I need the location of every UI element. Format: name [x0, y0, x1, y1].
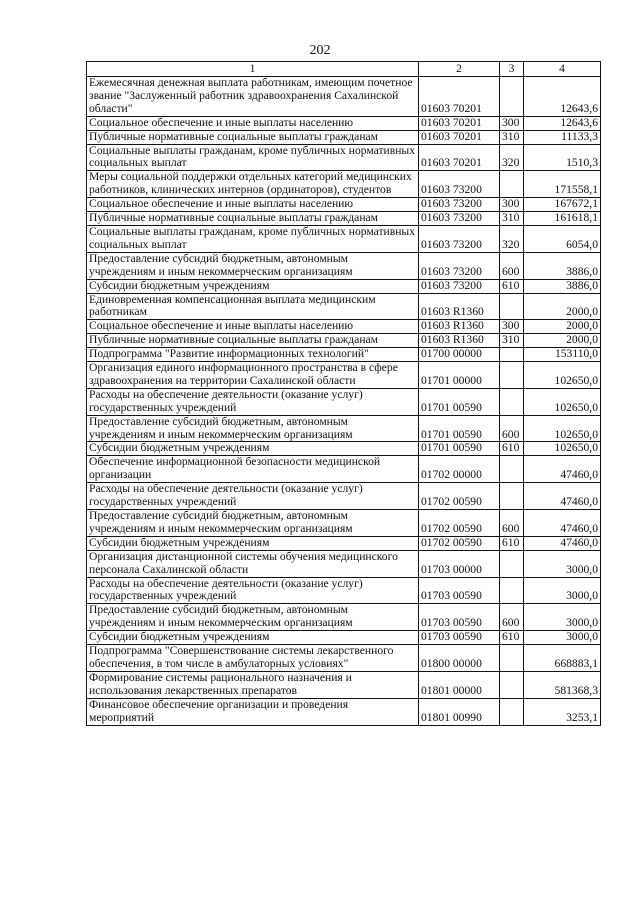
table-row — [87, 116, 601, 130]
row-amount: 102650,0 — [524, 362, 601, 389]
header-col-3: 3 — [500, 62, 524, 77]
row-expense-type — [500, 171, 524, 198]
row-code: 01801 00990 — [419, 698, 500, 725]
row-expense-type: 600 — [500, 510, 524, 537]
table-row — [87, 483, 601, 510]
row-code: 01603 73200 — [419, 171, 500, 198]
row-code: 01701 00590 — [419, 388, 500, 415]
table-row — [87, 320, 601, 334]
table-row — [87, 442, 601, 456]
row-code: 01603 70201 — [419, 77, 500, 117]
row-amount: 2000,0 — [524, 320, 601, 334]
row-name: Финансовое обеспечение организации и проведения мероприятий — [87, 698, 419, 725]
table-row — [87, 348, 601, 362]
header-row — [87, 62, 601, 77]
table-row — [87, 77, 601, 117]
row-name: Ежемесячная денежная выплата работникам, имеющим почетное звание "Заслуженный работник здравоохранения Сахалинской области" — [87, 77, 419, 117]
row-name: Подпрограмма "Развитие информационных технологий" — [87, 348, 419, 362]
row-code: 01800 00000 — [419, 645, 500, 672]
row-name: Социальное обеспечение и иные выплаты населению — [87, 320, 419, 334]
row-code: 01701 00590 — [419, 442, 500, 456]
row-expense-type — [500, 550, 524, 577]
row-expense-type: 600 — [500, 252, 524, 279]
row-expense-type: 610 — [500, 631, 524, 645]
header-col-4: 4 — [524, 62, 601, 77]
header-col-1: 1 — [87, 62, 419, 77]
table-row — [87, 631, 601, 645]
row-code: 01702 00590 — [419, 483, 500, 510]
row-expense-type: 320 — [500, 144, 524, 171]
row-expense-type — [500, 348, 524, 362]
row-name: Субсидии бюджетным учреждениям — [87, 279, 419, 293]
row-amount: 3000,0 — [524, 550, 601, 577]
row-name: Меры социальной поддержки отдельных категорий медицинских работников, клинических интернов (ординаторов), студентов — [87, 171, 419, 198]
row-expense-type: 600 — [500, 415, 524, 442]
row-name: Предоставление субсидий бюджетным, автономным учреждениям и иным некоммерческим организациям — [87, 415, 419, 442]
row-name: Подпрограмма "Совершенствование системы лекарственного обеспечения, в том числе в амбулаторных условиях" — [87, 645, 419, 672]
row-name: Предоставление субсидий бюджетным, автономным учреждениям и иным некоммерческим организациям — [87, 604, 419, 631]
row-code: 01702 00590 — [419, 536, 500, 550]
row-name: Единовременная компенсационная выплата медицинским работникам — [87, 293, 419, 320]
row-expense-type — [500, 645, 524, 672]
row-amount: 1510,3 — [524, 144, 601, 171]
table-body — [87, 77, 601, 726]
row-name: Предоставление субсидий бюджетным, автономным учреждениям и иным некоммерческим организациям — [87, 510, 419, 537]
row-amount: 47460,0 — [524, 483, 601, 510]
row-code: 01703 00000 — [419, 550, 500, 577]
table-row — [87, 550, 601, 577]
row-amount: 3000,0 — [524, 631, 601, 645]
row-name: Расходы на обеспечение деятельности (оказание услуг) государственных учреждений — [87, 483, 419, 510]
table-row — [87, 698, 601, 725]
table-row — [87, 456, 601, 483]
row-expense-type: 310 — [500, 130, 524, 144]
row-name: Субсидии бюджетным учреждениям — [87, 536, 419, 550]
row-code: 01603 73200 — [419, 198, 500, 212]
row-code: 01801 00000 — [419, 671, 500, 698]
row-expense-type: 610 — [500, 442, 524, 456]
row-name: Расходы на обеспечение деятельности (оказание услуг) государственных учреждений — [87, 388, 419, 415]
row-expense-type: 610 — [500, 279, 524, 293]
row-name: Расходы на обеспечение деятельности (оказание услуг) государственных учреждений — [87, 577, 419, 604]
row-name: Социальное обеспечение и иные выплаты населению — [87, 198, 419, 212]
row-amount: 102650,0 — [524, 415, 601, 442]
row-code: 01603 73200 — [419, 279, 500, 293]
table-row — [87, 334, 601, 348]
row-expense-type: 320 — [500, 225, 524, 252]
table-row — [87, 198, 601, 212]
row-expense-type: 300 — [500, 116, 524, 130]
row-expense-type — [500, 456, 524, 483]
row-expense-type — [500, 77, 524, 117]
row-code: 01700 00000 — [419, 348, 500, 362]
row-name: Социальные выплаты гражданам, кроме публичных нормативных социальных выплат — [87, 225, 419, 252]
row-name: Формирование системы рационального назначения и использования лекарственных препаратов — [87, 671, 419, 698]
row-amount: 581368,3 — [524, 671, 601, 698]
row-name: Субсидии бюджетным учреждениям — [87, 442, 419, 456]
budget-table — [86, 61, 601, 726]
row-expense-type: 310 — [500, 212, 524, 226]
row-amount: 102650,0 — [524, 442, 601, 456]
table-row — [87, 577, 601, 604]
row-amount: 47460,0 — [524, 536, 601, 550]
row-expense-type — [500, 671, 524, 698]
table-row — [87, 388, 601, 415]
row-expense-type — [500, 388, 524, 415]
row-code: 01703 00590 — [419, 604, 500, 631]
row-expense-type: 300 — [500, 198, 524, 212]
table-row — [87, 293, 601, 320]
row-amount: 12643,6 — [524, 116, 601, 130]
row-amount: 2000,0 — [524, 293, 601, 320]
table-row — [87, 252, 601, 279]
table-row — [87, 536, 601, 550]
row-name: Публичные нормативные социальные выплаты гражданам — [87, 334, 419, 348]
row-name: Публичные нормативные социальные выплаты гражданам — [87, 130, 419, 144]
row-amount: 47460,0 — [524, 510, 601, 537]
row-expense-type: 300 — [500, 320, 524, 334]
row-code: 01702 00000 — [419, 456, 500, 483]
row-expense-type — [500, 362, 524, 389]
table-row — [87, 279, 601, 293]
row-code: 01703 00590 — [419, 577, 500, 604]
row-amount: 6054,0 — [524, 225, 601, 252]
row-amount: 3000,0 — [524, 604, 601, 631]
row-amount: 3000,0 — [524, 577, 601, 604]
row-expense-type — [500, 293, 524, 320]
row-expense-type: 310 — [500, 334, 524, 348]
table-row — [87, 212, 601, 226]
row-code: 01702 00590 — [419, 510, 500, 537]
row-code: 01603 R1360 — [419, 293, 500, 320]
table-row — [87, 144, 601, 171]
table-row — [87, 171, 601, 198]
table-row — [87, 510, 601, 537]
row-amount: 3886,0 — [524, 279, 601, 293]
row-code: 01603 73200 — [419, 212, 500, 226]
row-code: 01701 00000 — [419, 362, 500, 389]
row-code: 01603 70201 — [419, 116, 500, 130]
row-code: 01603 R1360 — [419, 320, 500, 334]
table-row — [87, 225, 601, 252]
row-amount: 12643,6 — [524, 77, 601, 117]
row-amount: 3886,0 — [524, 252, 601, 279]
row-name: Организация единого информационного пространства в сфере здравоохранения на территории Сахалинской области — [87, 362, 419, 389]
row-code: 01701 00590 — [419, 415, 500, 442]
table-header — [87, 62, 601, 77]
row-code: 01603 R1360 — [419, 334, 500, 348]
row-name: Публичные нормативные социальные выплаты гражданам — [87, 212, 419, 226]
row-amount: 102650,0 — [524, 388, 601, 415]
row-code: 01703 00590 — [419, 631, 500, 645]
table-row — [87, 415, 601, 442]
row-name: Социальное обеспечение и иные выплаты населению — [87, 116, 419, 130]
table-row — [87, 362, 601, 389]
table-row — [87, 130, 601, 144]
row-amount: 668883,1 — [524, 645, 601, 672]
row-name: Предоставление субсидий бюджетным, автономным учреждениям и иным некоммерческим организациям — [87, 252, 419, 279]
row-code: 01603 70201 — [419, 130, 500, 144]
row-expense-type: 610 — [500, 536, 524, 550]
row-expense-type: 600 — [500, 604, 524, 631]
table-row — [87, 671, 601, 698]
row-expense-type — [500, 577, 524, 604]
row-name: Социальные выплаты гражданам, кроме публичных нормативных социальных выплат — [87, 144, 419, 171]
row-name: Обеспечение информационной безопасности медицинской организации — [87, 456, 419, 483]
row-amount: 153110,0 — [524, 348, 601, 362]
page-number: 202 — [309, 43, 331, 58]
row-amount: 167672,1 — [524, 198, 601, 212]
row-amount: 11133,3 — [524, 130, 601, 144]
row-expense-type — [500, 698, 524, 725]
row-amount: 171558,1 — [524, 171, 601, 198]
row-code: 01603 73200 — [419, 252, 500, 279]
row-name: Организация дистанционной системы обучения медицинского персонала Сахалинской области — [87, 550, 419, 577]
row-name: Субсидии бюджетным учреждениям — [87, 631, 419, 645]
row-amount: 47460,0 — [524, 456, 601, 483]
header-col-2: 2 — [419, 62, 500, 77]
row-code: 01603 73200 — [419, 225, 500, 252]
row-amount: 3253,1 — [524, 698, 601, 725]
table-row — [87, 645, 601, 672]
row-code: 01603 70201 — [419, 144, 500, 171]
row-amount: 2000,0 — [524, 334, 601, 348]
table-row — [87, 604, 601, 631]
row-amount: 161618,1 — [524, 212, 601, 226]
row-expense-type — [500, 483, 524, 510]
